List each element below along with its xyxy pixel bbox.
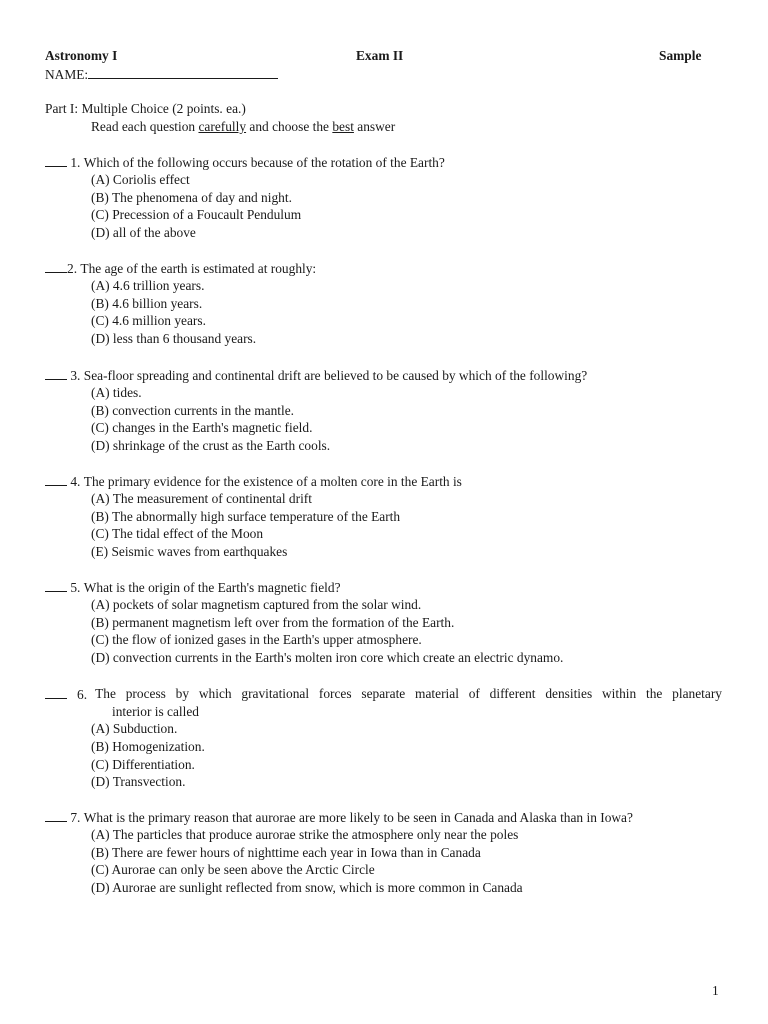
option: (A) Subduction. bbox=[91, 721, 178, 736]
part-instruction bbox=[91, 118, 395, 136]
name-field[interactable] bbox=[45, 65, 278, 84]
option: (B) The abnormally high surface temperature of the Earth bbox=[91, 508, 401, 524]
option: (A) The particles that produce aurorae strike the atmosphere only near the poles bbox=[91, 827, 519, 842]
question-stem bbox=[45, 472, 462, 491]
question-stem bbox=[45, 259, 316, 278]
instruction-emphasis-carefully: carefully bbox=[198, 119, 247, 134]
question-text: The age of the earth is estimated at roughly: bbox=[80, 261, 317, 276]
question-number: 7. bbox=[70, 810, 81, 825]
instruction-text: and choose the bbox=[246, 119, 333, 134]
question-number: 1. bbox=[70, 155, 81, 170]
option: (C) The tidal effect of the Moon bbox=[91, 526, 264, 541]
question-text: Which of the following occurs because of the rotation of the Earth? bbox=[83, 155, 445, 170]
answer-blank[interactable] bbox=[45, 808, 67, 822]
question-number: 6. bbox=[77, 687, 88, 702]
instruction-text: Read each question bbox=[91, 119, 199, 134]
option: (B) The phenomena of day and night. bbox=[91, 189, 292, 205]
exam-version: Sample bbox=[659, 48, 702, 63]
option: (D) less than 6 thousand years. bbox=[91, 331, 257, 346]
question-number: 5. bbox=[70, 580, 81, 595]
question-number: 3. bbox=[70, 368, 81, 383]
page-number: 1 bbox=[712, 983, 719, 998]
question-number: 2. bbox=[67, 261, 78, 276]
question-text: What is the primary reason that aurorae are more likely to be seen in Canada and Alaska than in Iowa? bbox=[83, 810, 633, 825]
option: (D) all of the above bbox=[91, 225, 196, 240]
option: (A) pockets of solar magnetism captured from the solar wind. bbox=[91, 597, 422, 612]
question-text: The primary evidence for the existence of a molten core in the Earth is bbox=[83, 474, 462, 489]
answer-blank[interactable] bbox=[45, 153, 67, 167]
option: (C) the flow of ionized gases in the Earth's upper atmosphere. bbox=[91, 632, 422, 647]
option: (C) Aurorae can only be seen above the Arctic Circle bbox=[91, 862, 375, 877]
question-stem bbox=[45, 153, 445, 172]
course-title: Astronomy I bbox=[45, 48, 118, 63]
question-text-continued: interior is called bbox=[112, 703, 200, 719]
option: (D) Transvection. bbox=[91, 774, 186, 789]
question-stem bbox=[45, 366, 587, 385]
name-label: NAME: bbox=[45, 67, 89, 82]
question-text: The process by which gravitational forces separate material of different densities within the planetary bbox=[95, 686, 722, 701]
answer-blank[interactable] bbox=[45, 578, 67, 592]
option: (E) Seismic waves from earthquakes bbox=[91, 544, 288, 559]
option: (B) convection currents in the mantle. bbox=[91, 402, 295, 418]
option: (C) Precession of a Foucault Pendulum bbox=[91, 207, 302, 222]
answer-blank[interactable] bbox=[45, 366, 67, 380]
part-title: Part I: Multiple Choice (2 points. ea.) bbox=[45, 101, 246, 116]
question-text: Sea-floor spreading and continental drift are believed to be caused by which of the following? bbox=[83, 368, 588, 383]
instruction-text: answer bbox=[353, 119, 396, 134]
instruction-emphasis-best: best bbox=[332, 119, 354, 134]
answer-blank[interactable] bbox=[45, 259, 67, 273]
option: (A) The measurement of continental drift bbox=[91, 491, 312, 506]
option: (D) convection currents in the Earth's molten iron core which create an electric dynamo. bbox=[91, 650, 564, 665]
question-stem bbox=[45, 808, 633, 827]
option: (A) 4.6 trillion years. bbox=[91, 278, 205, 293]
option: (A) Coriolis effect bbox=[91, 172, 190, 187]
question-stem bbox=[45, 685, 722, 704]
exam-title: Exam II bbox=[356, 48, 404, 63]
option: (B) Homogenization. bbox=[91, 739, 205, 754]
name-blank[interactable] bbox=[88, 65, 278, 79]
option: (C) Differentiation. bbox=[91, 756, 195, 772]
option: (B) There are fewer hours of nighttime each year in Iowa than in Canada bbox=[91, 844, 481, 860]
answer-blank[interactable] bbox=[45, 685, 67, 699]
question-text: What is the origin of the Earth's magnetic field? bbox=[83, 580, 341, 595]
option: (D) Aurorae are sunlight reflected from snow, which is more common in Canada bbox=[91, 880, 523, 895]
answer-blank[interactable] bbox=[45, 472, 67, 486]
question-stem bbox=[45, 578, 341, 597]
option: (D) shrinkage of the crust as the Earth cools. bbox=[91, 438, 331, 453]
option: (B) 4.6 billion years. bbox=[91, 295, 203, 311]
option: (C) 4.6 million years. bbox=[91, 313, 206, 328]
question-number: 4. bbox=[70, 474, 81, 489]
option: (A) tides. bbox=[91, 385, 142, 400]
option: (B) permanent magnetism left over from the formation of the Earth. bbox=[91, 614, 455, 630]
option: (C) changes in the Earth's magnetic field. bbox=[91, 420, 313, 435]
